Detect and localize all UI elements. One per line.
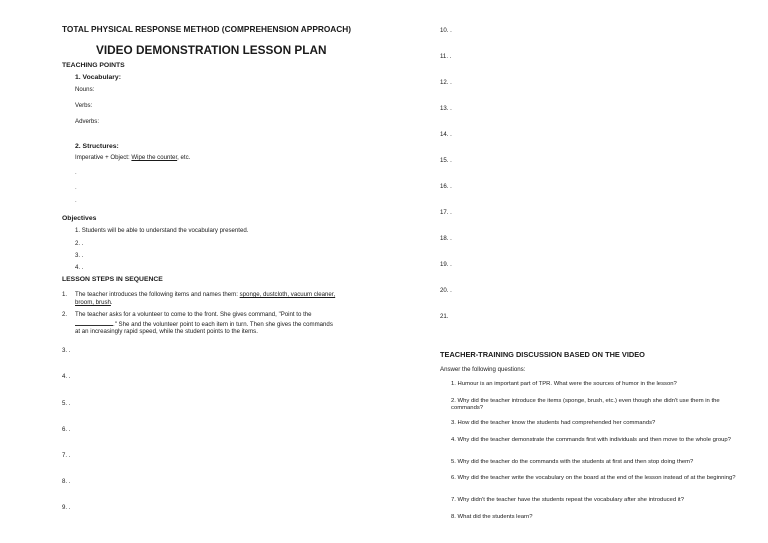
discussion-question: 1. Humour is an important part of TPR. What were the sources of humor in the lesson?: [451, 381, 677, 387]
item-number: 10. .: [440, 27, 452, 34]
dot-mark: .: [75, 170, 77, 176]
objective-item: 2. .: [75, 240, 84, 247]
lesson-step: 6. .: [62, 426, 71, 433]
discussion-question: 4. Why did the teacher demonstrate the commands first with individuals and then move to the whole group?: [451, 437, 731, 443]
document-header: TOTAL PHYSICAL RESPONSE METHOD (COMPREHENSION APPROACH): [62, 24, 352, 34]
lesson-step: 5. .: [62, 400, 71, 407]
discussion-question: 3. How did the teacher know the students had comprehended her commands?: [451, 420, 656, 426]
teaching-points-heading: TEACHING POINTS: [62, 62, 125, 69]
dot-mark: .: [75, 185, 77, 191]
lesson-step: 8. .: [62, 478, 71, 485]
step2-text-a: The teacher asks for a volunteer to come to the front. She gives command, "Point to the: [75, 311, 312, 318]
item-number: 16. .: [440, 183, 452, 190]
item-number: 18. .: [440, 235, 452, 242]
item-number: 11. .: [440, 53, 452, 60]
discussion-heading: TEACHER-TRAINING DISCUSSION BASED ON THE VIDEO: [440, 350, 645, 359]
vocabulary-heading: 1. Vocabulary:: [75, 74, 121, 81]
objective-item: 1. Students will be able to understand the vocabulary presented.: [75, 227, 249, 234]
discussion-question: 7. Why didn't the teacher have the students repeat the vocabulary after she introduced it?: [451, 497, 684, 503]
discussion-question: 6. Why did the teacher write the vocabulary on the board at the end of the lesson instead of at the beginning?: [451, 475, 736, 481]
step-number: 2.: [62, 311, 68, 318]
structure-prefix: Imperative + Object:: [75, 154, 132, 161]
item-number: 12. .: [440, 79, 452, 86]
item-number: 19. .: [440, 261, 452, 268]
step1-text: The teacher introduces the following items and names them:: [75, 291, 240, 298]
fill-in-blank: [75, 319, 113, 326]
item-number: 14. .: [440, 131, 452, 138]
lesson-step-2: [75, 311, 337, 336]
structure-example: Wipe the counter: [131, 154, 178, 161]
discussion-question: 8. What did the students learn?: [451, 514, 533, 520]
lesson-step: 4. .: [62, 373, 71, 380]
step-number: 1.: [62, 291, 68, 298]
item-number: 17. .: [440, 209, 452, 216]
objective-item: 4. .: [75, 264, 84, 271]
lesson-step: 3. .: [62, 347, 71, 354]
step1-end: .: [110, 298, 113, 306]
lesson-step: 7. .: [62, 452, 71, 459]
page-title: VIDEO DEMONSTRATION LESSON PLAN: [96, 43, 327, 57]
structure-suffix: , etc.: [177, 154, 191, 161]
adverbs-label: Adverbs:: [75, 118, 100, 125]
discussion-intro: Answer the following questions:: [440, 366, 526, 373]
objective-item: 3. .: [75, 252, 84, 259]
step1-items: sponge, dustcloth, vacuum cleaner, broom, brush: [75, 291, 336, 306]
lesson-step: 9. .: [62, 504, 71, 511]
item-number: 20. .: [440, 287, 452, 294]
structure-line: [75, 154, 190, 161]
item-number: 15. .: [440, 157, 452, 164]
discussion-question: 5. Why did the teacher do the commands with the students at first and then stop doing them?: [451, 459, 694, 465]
item-number: 13. .: [440, 105, 452, 112]
dot-mark: .: [75, 198, 77, 204]
verbs-label: Verbs:: [75, 102, 93, 109]
structures-heading: 2. Structures:: [75, 143, 119, 150]
step2-text-b: ." She and the volunteer point to each item in turn. Then she gives the commands at an increasingly rapid speed, while the student points to the items.: [75, 320, 333, 335]
discussion-question: 2. Why did the teacher introduce the items (sponge, brush, etc.) even though she didn't use them in the commands?: [451, 398, 720, 412]
lesson-step-1: [75, 291, 350, 306]
lesson-steps-heading: LESSON STEPS IN SEQUENCE: [62, 276, 163, 283]
objectives-heading: Objectives: [62, 215, 97, 222]
item-number: 21.: [440, 313, 449, 320]
nouns-label: Nouns:: [75, 86, 95, 93]
